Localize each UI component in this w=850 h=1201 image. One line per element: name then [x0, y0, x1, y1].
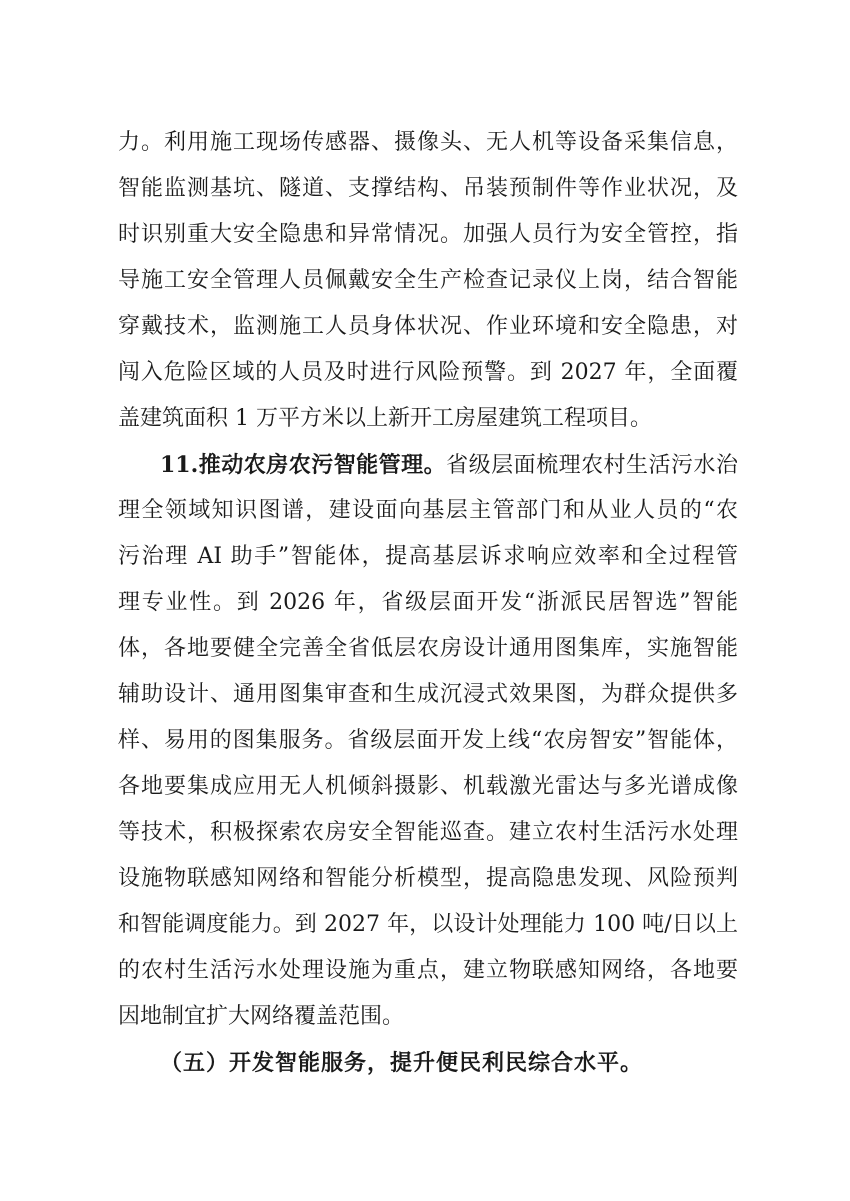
paragraph-line: 导施工安全管理人员佩戴安全生产检查记录仪上岗，结合智能: [118, 268, 738, 293]
paragraph-line: 理专业性。到 2026 年，省级层面开发“浙派民居智选”智能: [118, 590, 738, 615]
paragraph-line: 污治理 AI 助手”智能体，提高基层诉求响应效率和全过程管: [118, 544, 738, 569]
paragraph-line: 智能监测基坑、隧道、支撑结构、吊装预制件等作业状况，及: [118, 176, 738, 201]
section-heading: （五）开发智能服务，提升便民利民综合水平。: [160, 1050, 644, 1076]
paragraph-line: 等技术，积极探索农房安全智能巡查。建立农村生活污水处理: [118, 820, 738, 845]
item-heading: 11.推动农房农污智能管理。: [160, 452, 447, 478]
paragraph-line: 理全领域知识图谱，建设面向基层主管部门和从业人员的“农: [118, 498, 738, 523]
paragraph-line: 设施物联感知网络和智能分析模型，提高隐患发现、风险预判: [118, 866, 738, 891]
paragraph-line: 样、易用的图集服务。省级层面开发上线“农房智安”智能体，: [118, 728, 738, 753]
paragraph-line: 体，各地要健全完善全省低层农房设计通用图集库，实施智能: [118, 636, 738, 661]
paragraph-line: 穿戴技术，监测施工人员身体状况、作业环境和安全隐患，对: [118, 314, 738, 339]
item-text: 省级层面梳理农村生活污水治: [446, 453, 738, 478]
paragraph-line: 力。利用施工现场传感器、摄像头、无人机等设备采集信息，: [118, 130, 738, 155]
paragraph-line: 盖建筑面积 1 万平方米以上新开工房屋建筑工程项目。: [118, 406, 652, 431]
paragraph-line: 闯入危险区域的人员及时进行风险预警。到 2027 年，全面覆: [118, 360, 738, 385]
paragraph-first-line: [160, 450, 738, 481]
paragraph-line: 和智能调度能力。到 2027 年，以设计处理能力 100 吨/日以上: [118, 912, 738, 937]
paragraph-line: 因地制宜扩大网络覆盖范围。: [118, 1004, 405, 1029]
paragraph-line: 的农村生活污水处理设施为重点，建立物联感知网络，各地要: [118, 958, 738, 983]
paragraph-line: 辅助设计、通用图集审查和生成沉浸式效果图，为群众提供多: [118, 682, 738, 707]
paragraph-line: 时识别重大安全隐患和异常情况。加强人员行为安全管控，指: [118, 222, 738, 247]
paragraph-line: 各地要集成应用无人机倾斜摄影、机载激光雷达与多光谱成像: [118, 774, 738, 799]
